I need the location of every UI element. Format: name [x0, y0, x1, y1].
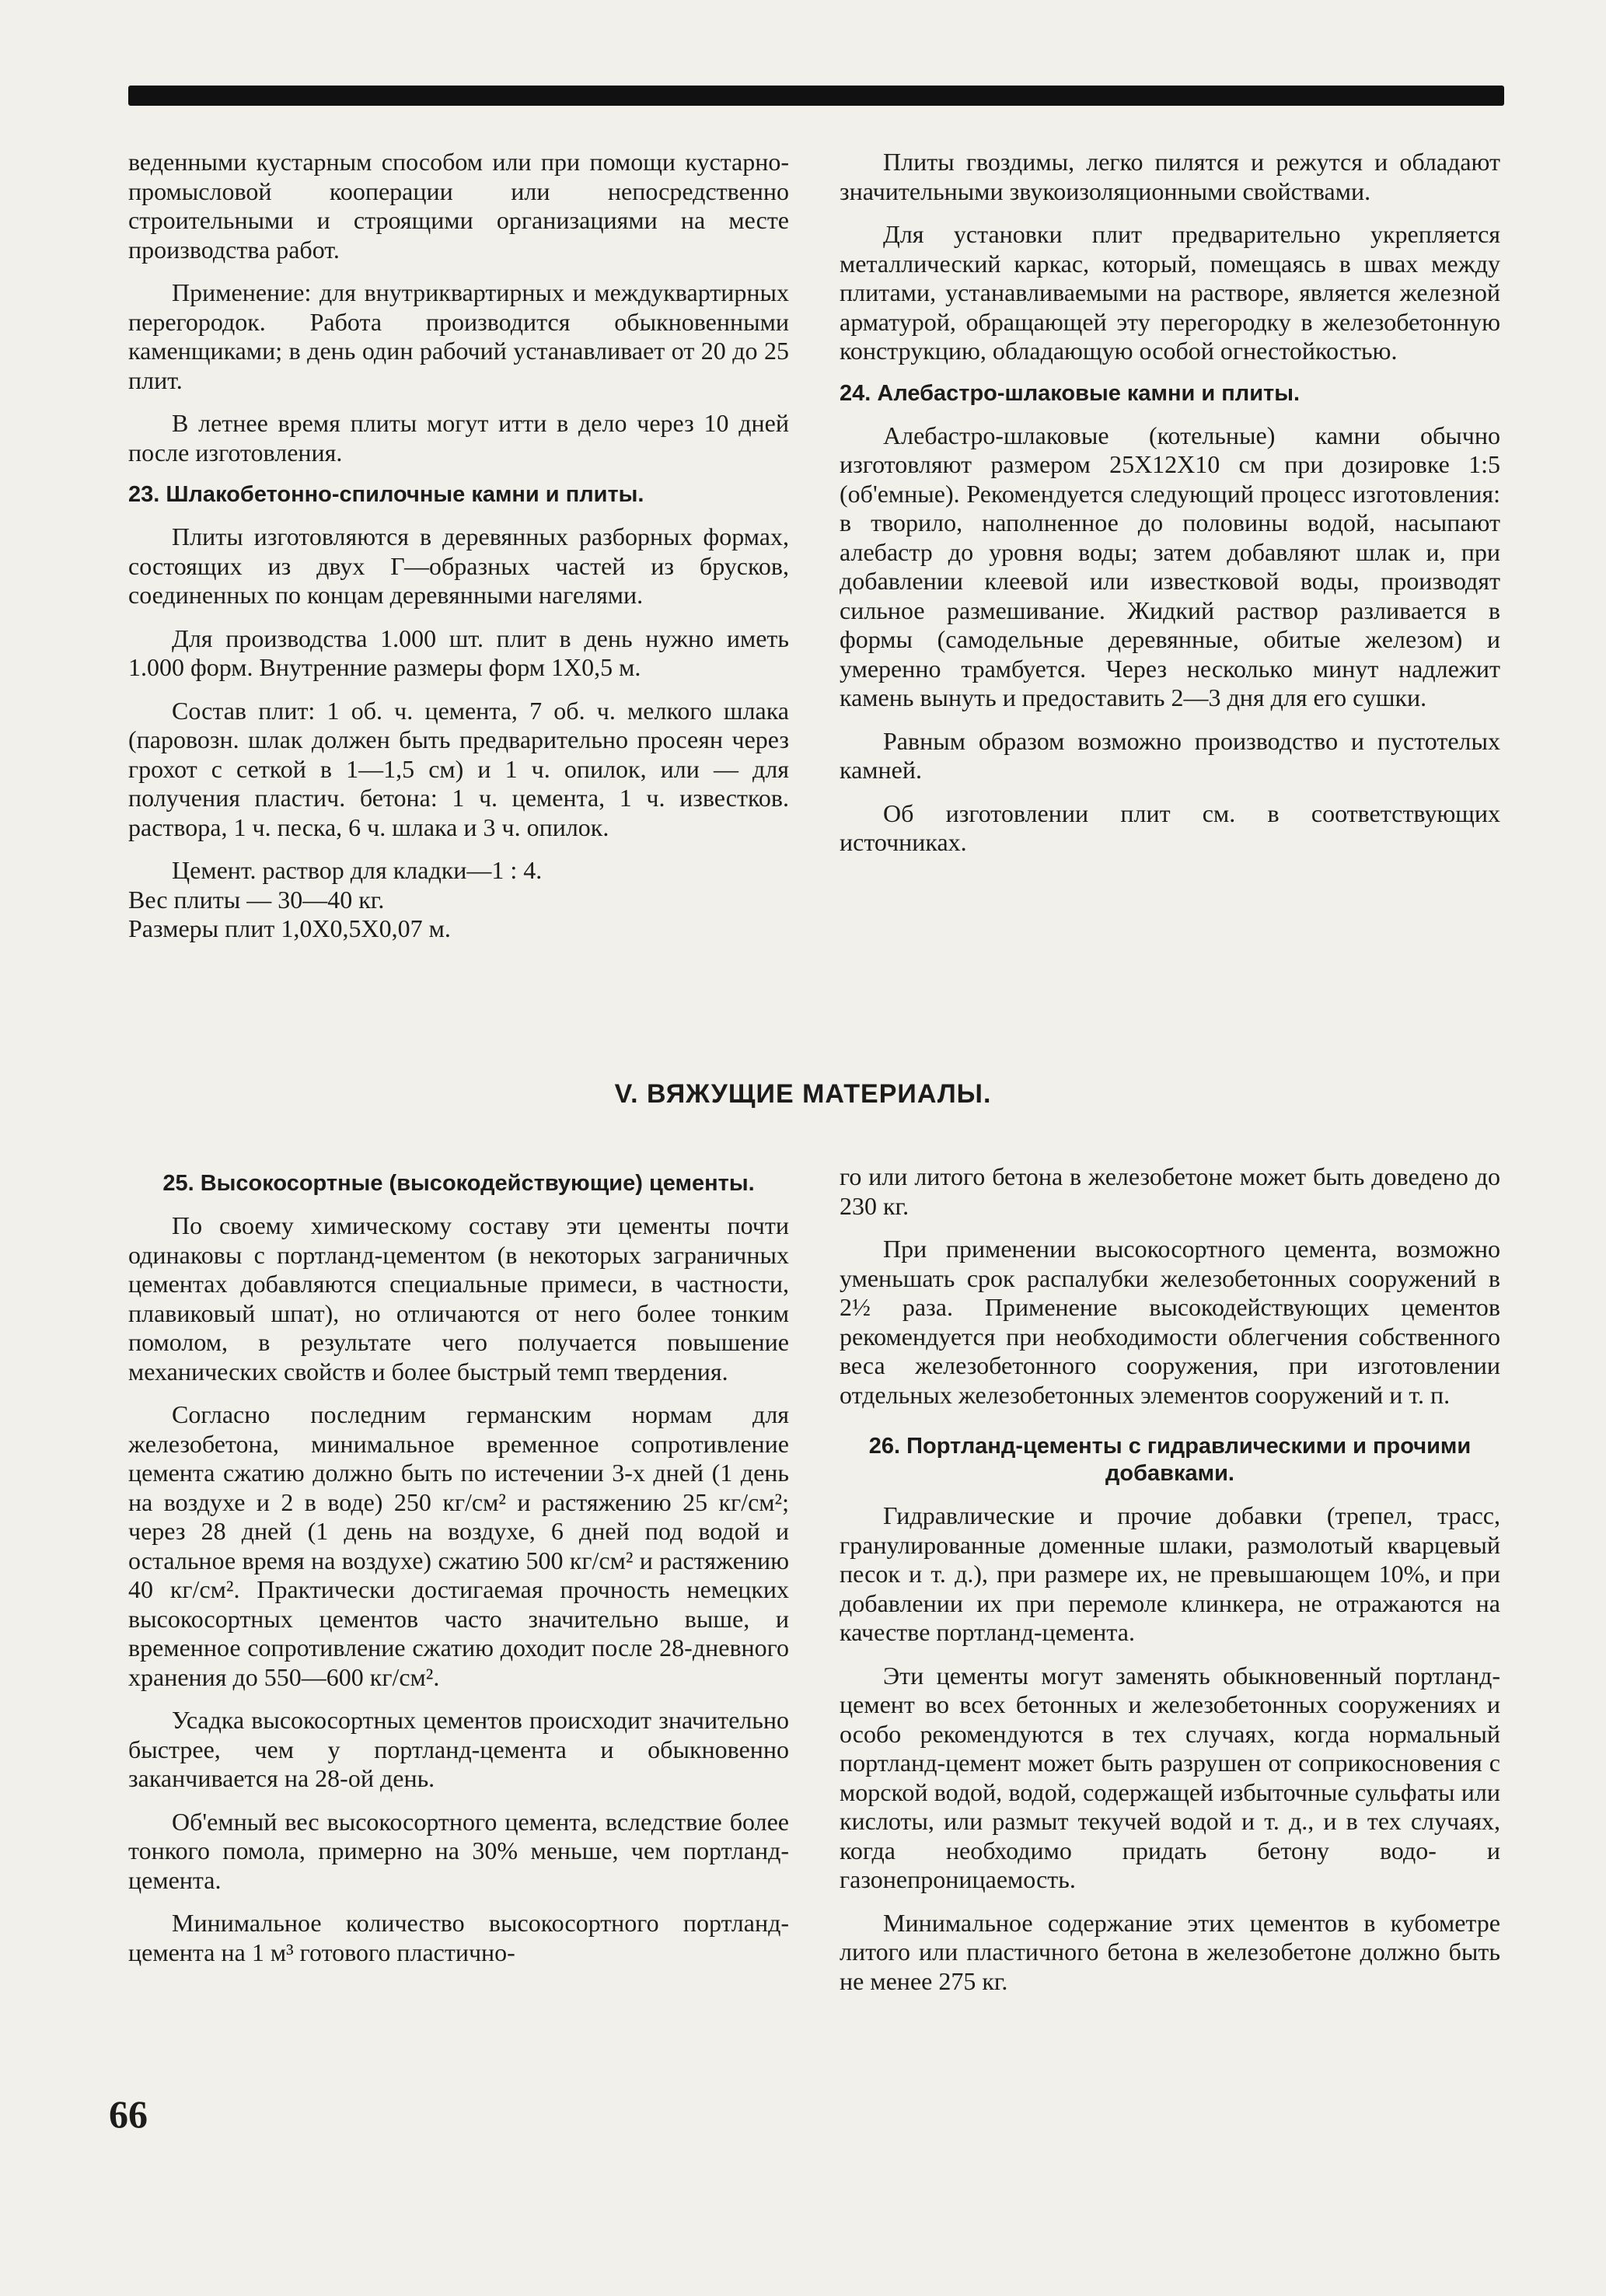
paragraph: В летнее время плиты могут итти в дело через 10 дней после изготовления. — [128, 409, 789, 467]
bottom-right-column — [840, 1162, 1500, 2010]
bottom-left-column — [128, 1162, 789, 1981]
paragraph: Согласно последним германским нормам для железобетона, минимальное временное сопротивление цемента сжатию должно быть по истечении 3-х дней (1 день на воздухе и 2 в воде) 250 кг/см² и растяжению 25 кг/см²; через 28 дней (1 день на воздухе, 6 дней под водой и остальное время на воздухе) сжатию 500 кг/см² и растяжению 40 кг/см². Практически достигаемая прочность немецких высокосортных цементов часто значительно выше, и временное сопротивление сжатию доходит после 28-дневного хранения до 550—600 кг/см². — [128, 1400, 789, 1691]
section-24-heading: 24. Алебастро-шлаковые камни и плиты. — [840, 380, 1301, 406]
paragraph: По своему химическому составу эти цементы почти одинаковы с портланд-цементом (в некоторых заграничных цементах добавляются специальные примеси, в частности, плавиковый шпат), но отличаются от него более тонким помолом, в результате чего получается повышение механических свойств и более быстрый темп твердения. — [128, 1211, 789, 1386]
paragraph: Применение: для внутриквартирных и междуквартирных перегородок. Работа производится обыкновенными каменщиками; в день один рабочий устанавливает от 20 до 25 плит. — [128, 278, 789, 394]
paragraph: Об изготовлении плит см. в соответствующих источниках. — [840, 799, 1500, 856]
section-title: V. ВЯЖУЩИЕ МАТЕРИАЛЫ. — [614, 1079, 992, 1109]
section-25-heading: 25. Высокосортные (высокодействующие) цементы. — [162, 1171, 755, 1196]
specs: Цемент. раствор для кладки—1 : 4. Вес плиты — 30—40 кг. Размеры плит 1,0Х0,5Х0,07 м. — [128, 856, 543, 942]
paragraph: Равным образом возможно производство и пустотелых камней. — [840, 726, 1500, 784]
top-left-column — [128, 148, 789, 958]
paragraph: При применении высокосортного цемента, возможно уменьшать срок распалубки железобетонных сооружений в 2½ раза. Применение высокодействующих цементов рекомендуется при необходимости облегчения собственного веса железобетонного сооружения, при изготовлении отдельных железобетонных элементов сооружений и т. п. — [840, 1235, 1500, 1409]
paragraph: Усадка высокосортных цементов происходит значительно быстрее, чем у портланд-цемента и обыкновенно заканчивается на 28-ой день. — [128, 1706, 789, 1792]
paragraph: Минимальное количество высокосортного портланд-цемента на 1 м³ готового пластично- — [128, 1909, 789, 1966]
paragraph: Плиты изготовляются в деревянных разборных формах, состоящих из двух Г—образных частей из брусков, соединенных по концам деревянными нагелями. — [128, 522, 789, 609]
page-number: 66 — [109, 2092, 148, 2136]
paragraph: Для производства 1.000 шт. плит в день нужно иметь 1.000 форм. Внутренние размеры форм 1Х0,5 м. — [128, 624, 789, 681]
paragraph: Эти цементы могут заменять обыкновенный портланд-цемент во всех бетонных и железобетонных сооружениях и особо рекомендуются в тех случаях, когда нормальный портланд-цемент может быть разрушен от соприкосновения с морской водой, водой, содержащей избыточные сульфаты или кислоты, или размыт текучей водой и т. д., и в тех случаях, когда необходимо придать бетону водо- и газонепроницаемость. — [840, 1661, 1500, 1893]
paragraph: Об'емный вес высокосортного цемента, вследствие более тонкого помола, примерно на 30% меньше, чем портланд-цемента. — [128, 1807, 789, 1894]
paragraph: го или литого бетона в железобетоне может быть доведено до 230 кг. — [840, 1162, 1500, 1220]
paragraph: Состав плит: 1 об. ч. цемента, 7 об. ч. мелкого шлака (паровозн. шлак должен быть предварительно просеян через грохот с сеткой в 1—1,5 см) и 1 ч. опилок, или — для получения пластич. бетона: 1 ч. цемента, 1 ч. известков. раствора, 1 ч. песка, 6 ч. шлака и 3 ч. опилок. — [128, 696, 789, 841]
paragraph: Алебастро-шлаковые (котельные) камни обычно изготовляют размером 25Х12Х10 см при дозировке 1:5 (об'емные). Рекомендуется следующий процесс изготовления: в творило, наполненное до половины водой, насыпают алебастр до уровня воды; затем добавляют шлак и, при добавлении клеевой или известковой воды, производят сильное размешивание. Жидкий раствор разливается в формы (самодельные деревянные, обитые железом) и умеренно трамбуется. Через несколько минут надлежит камень вынуть и предоставить 2—3 дня для его сушки. — [840, 421, 1500, 711]
paragraph: Плиты гвоздимы, легко пилятся и режутся и обладают значительными звукоизоляционными свойствами. — [840, 148, 1500, 205]
paragraph: Гидравлические и прочие добавки (трепел, трасс, гранулированные доменные шлаки, размолотый кварцевый песок и т. д.), при размере их, не превышающем 10%, и при добавлении их при перемоле клинкера, не отражаются на качестве портланд-цемента. — [840, 1501, 1500, 1646]
paragraph: Минимальное содержание этих цементов в кубометре литого или пластичного бетона в железобетоне должно быть не менее 275 кг. — [840, 1908, 1500, 1995]
top-right-column — [840, 148, 1500, 872]
section-23-heading: 23. Шлакобетонно-спилочные камни и плиты. — [128, 482, 644, 507]
paragraph: Для установки плит предварительно укрепляется металлический каркас, который, помещаясь в швах между плитами, устанавливаемыми на растворе, является железной арматурой, обращающей эту перегородку в железобетонную конструкцию, обладающую особой огнестойкостью. — [840, 220, 1500, 365]
paragraph: веденными кустарным способом или при помощи кустарно-промысловой кооперации или непосредственно строительными и строящими организациями на месте производства работ. — [128, 148, 789, 264]
section-26-heading: 26. Портланд-цементы с гидравлическими и прочими добавками. — [868, 1434, 1472, 1486]
top-rule — [128, 86, 1504, 106]
